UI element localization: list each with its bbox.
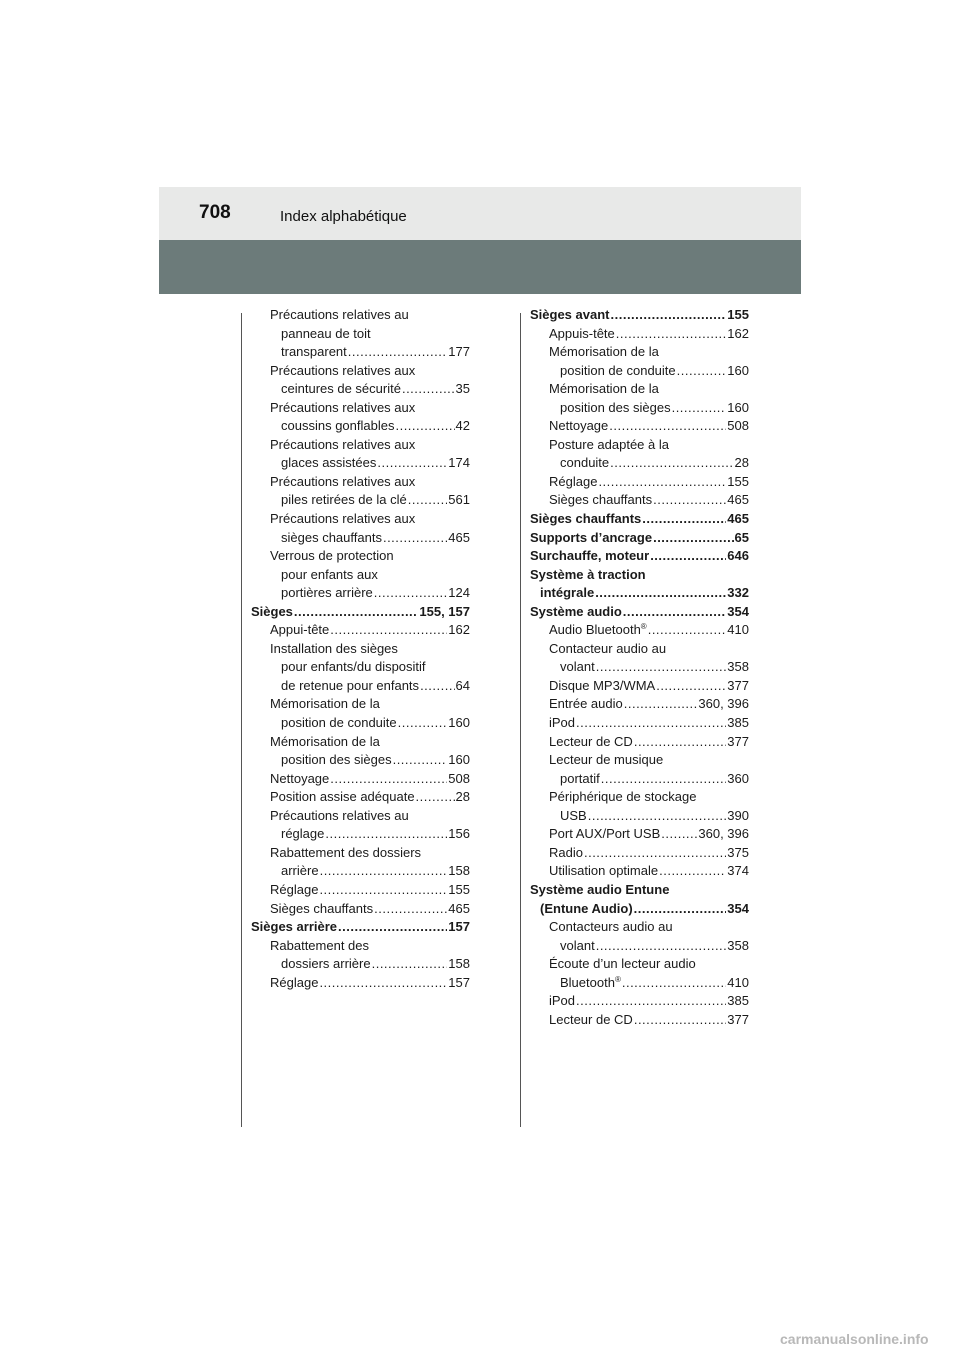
index-entry-text: volant xyxy=(560,659,595,675)
leader-dots xyxy=(634,900,727,919)
index-entry xyxy=(251,918,470,937)
index-entry-text: Nettoyage xyxy=(549,418,609,434)
leader-dots xyxy=(383,529,447,548)
leader-dots xyxy=(584,844,726,863)
leader-dots xyxy=(624,695,698,714)
index-entry-text: Supports d’ancrage xyxy=(530,529,653,545)
leader-dots xyxy=(330,770,447,789)
index-entry-text: Réglage xyxy=(270,974,319,990)
index-entry-page[interactable]: 508 xyxy=(448,770,470,786)
index-entry-page[interactable]: 646 xyxy=(727,548,749,564)
leader-dots xyxy=(650,547,726,566)
index-entry xyxy=(251,695,470,732)
index-entry xyxy=(530,621,749,640)
index-entry-text: Sièges chauffants xyxy=(270,900,374,916)
index-entry-page[interactable]: 377 xyxy=(727,677,749,693)
index-entry-page[interactable]: 158 xyxy=(448,863,470,879)
index-entry xyxy=(251,881,470,900)
index-entry-text: Position assise adéquate xyxy=(270,789,415,805)
leader-dots xyxy=(610,454,733,473)
index-entry xyxy=(530,751,749,788)
index-entry xyxy=(530,881,749,918)
index-entry-page[interactable]: 375 xyxy=(727,844,749,860)
leader-dots xyxy=(402,380,455,399)
index-entry-text: Mémorisation de la xyxy=(549,344,659,360)
index-entry-text: Lecteur de CD xyxy=(549,733,633,749)
index-entry-text: Précautions relatives aux xyxy=(270,436,416,452)
index-entry-text: Réglage xyxy=(270,881,319,897)
section-title: Index alphabétique xyxy=(280,208,407,225)
index-entry xyxy=(530,733,749,752)
leader-dots xyxy=(393,751,448,770)
index-column-right xyxy=(530,306,749,1029)
index-entry-text: Sièges arrière xyxy=(251,919,338,935)
index-entry-text: Sièges avant xyxy=(530,307,610,322)
index-entry-page[interactable]: 508 xyxy=(727,418,749,434)
index-entry-page[interactable]: 155, 157 xyxy=(419,603,470,619)
index-entry xyxy=(530,862,749,881)
leader-dots xyxy=(319,974,447,993)
index-entry-text: pour enfants/du dispositif xyxy=(281,659,426,675)
leader-dots xyxy=(598,473,726,492)
index-entry-page[interactable]: 155 xyxy=(448,881,470,897)
index-entry-page[interactable]: 358 xyxy=(727,659,749,675)
leader-dots xyxy=(408,491,448,510)
index-entry-text: Lecteur de CD xyxy=(549,1011,633,1027)
index-entry-text: transparent xyxy=(281,344,347,360)
index-entry-text: sièges chauffants xyxy=(281,529,382,545)
leader-dots xyxy=(672,399,727,418)
leader-dots xyxy=(374,584,448,603)
leader-dots xyxy=(320,862,448,881)
index-entry-page[interactable]: 155 xyxy=(727,307,749,322)
index-entry-text: Disque MP3/WMA xyxy=(549,677,656,693)
index-entry-page[interactable]: 162 xyxy=(448,622,470,638)
index-entry xyxy=(251,362,470,399)
index-entry-text: réglage xyxy=(281,826,325,842)
index-entry-text: Mémorisation de la xyxy=(549,381,659,397)
index-entry-text: Appui-tête xyxy=(270,622,330,638)
index-entry-page[interactable]: 157 xyxy=(448,974,470,990)
index-entry-text: Mémorisation de la xyxy=(270,733,380,749)
index-entry-text: Sièges xyxy=(251,603,293,619)
index-entry-text: Mémorisation de la xyxy=(270,696,380,712)
leader-dots xyxy=(622,974,726,993)
index-entry-text: USB xyxy=(560,807,587,823)
index-entry-page[interactable]: 360, 396 xyxy=(698,826,749,842)
index-entry xyxy=(251,770,470,789)
index-entry xyxy=(530,677,749,696)
index-entry xyxy=(251,603,470,622)
index-entry xyxy=(251,621,470,640)
index-entry xyxy=(530,788,749,825)
leader-dots xyxy=(653,529,733,548)
index-entry-text: coussins gonflables xyxy=(281,418,395,434)
index-entry xyxy=(530,992,749,1011)
leader-dots xyxy=(576,714,726,733)
leader-dots xyxy=(348,343,448,362)
index-entry-page[interactable]: 465 xyxy=(727,492,749,508)
index-entry xyxy=(530,529,749,548)
watermark: carmanualsonline.info xyxy=(780,1331,929,1347)
index-entry-page[interactable]: 360, 396 xyxy=(698,696,749,712)
index-entry xyxy=(251,306,470,362)
index-entry-page[interactable]: 385 xyxy=(727,715,749,731)
index-entry-text: position de conduite xyxy=(281,715,397,731)
index-entry-page[interactable]: 160 xyxy=(727,362,749,378)
column-rule-right xyxy=(520,313,521,1127)
index-entry xyxy=(251,733,470,770)
index-entry-text: arrière xyxy=(281,863,319,879)
index-entry xyxy=(251,900,470,919)
index-entry-text: portatif xyxy=(560,770,600,786)
index-entry xyxy=(251,547,470,603)
index-entry-page[interactable]: 354 xyxy=(727,603,749,619)
leader-dots xyxy=(634,1011,726,1030)
index-entry-text: Contacteur audio au xyxy=(549,640,667,656)
index-entry-text: glaces assistées xyxy=(281,455,377,471)
index-entry-text: Port AUX/Port USB xyxy=(549,826,661,842)
index-entry xyxy=(530,714,749,733)
leader-dots xyxy=(642,510,726,529)
leader-dots xyxy=(659,862,726,881)
index-entry xyxy=(251,640,470,696)
index-column-left xyxy=(251,306,470,992)
index-entry-text: Appuis-tête xyxy=(549,325,615,341)
index-entry-text: Lecteur de musique xyxy=(549,752,664,768)
index-entry xyxy=(530,436,749,473)
index-entry xyxy=(530,547,749,566)
leader-dots xyxy=(677,362,727,381)
index-entry-text: dossiers arrière xyxy=(281,956,371,972)
leader-dots xyxy=(319,881,447,900)
index-entry-page[interactable]: 561 xyxy=(448,492,470,508)
index-entry-text: Radio xyxy=(549,844,583,860)
index-entry xyxy=(251,399,470,436)
leader-dots xyxy=(609,417,726,436)
index-entry-text: Utilisation optimale xyxy=(549,863,659,879)
index-entry-page[interactable]: 410 xyxy=(727,974,749,990)
index-entry-page[interactable]: 160 xyxy=(448,715,470,731)
leader-dots xyxy=(634,733,726,752)
index-entry xyxy=(530,825,749,844)
index-entry xyxy=(530,343,749,380)
index-entry xyxy=(530,380,749,417)
leader-dots xyxy=(325,825,447,844)
page-number: 708 xyxy=(199,202,231,223)
index-entry-text: Système audio Entune xyxy=(530,881,670,897)
index-entry-text: Verrous de protection xyxy=(270,548,394,564)
index-entry-text: Entrée audio xyxy=(549,696,623,712)
index-entry xyxy=(530,603,749,622)
leader-dots xyxy=(294,603,418,622)
index-entry-text: Précautions relatives aux xyxy=(270,473,416,489)
index-entry-page[interactable]: 377 xyxy=(727,733,749,749)
index-entry-page[interactable]: 162 xyxy=(727,325,749,341)
index-entry xyxy=(530,510,749,529)
index-entry-page[interactable]: 360 xyxy=(727,770,749,786)
index-entry-page[interactable]: 155 xyxy=(727,473,749,489)
index-entry-page[interactable]: 160 xyxy=(448,752,470,768)
index-entry-text: iPod xyxy=(549,715,576,731)
index-entry-text: Posture adaptée à la xyxy=(549,436,669,452)
index-entry-text: Précautions relatives aux xyxy=(270,511,416,527)
index-entry xyxy=(251,844,470,881)
index-entry xyxy=(530,566,749,603)
index-entry-page[interactable]: 158 xyxy=(448,956,470,972)
index-entry-text: Sièges chauffants xyxy=(530,511,642,527)
index-entry xyxy=(251,510,470,547)
leader-dots xyxy=(596,658,727,677)
leader-dots xyxy=(374,900,447,919)
leader-dots xyxy=(596,937,727,956)
index-entry xyxy=(530,491,749,510)
index-entry-text: portières arrière xyxy=(281,585,373,601)
index-entry-text: Système à traction xyxy=(530,566,646,582)
index-entry xyxy=(530,918,749,955)
leader-dots xyxy=(656,677,726,696)
index-entry xyxy=(530,417,749,436)
leader-dots xyxy=(338,918,447,937)
index-entry-text: Système audio xyxy=(530,603,622,619)
leader-dots xyxy=(372,955,448,974)
index-entry-text: pour enfants aux xyxy=(281,566,378,582)
header-dark-band xyxy=(159,240,801,294)
index-entry-text: Installation des sièges xyxy=(270,640,398,656)
index-entry xyxy=(251,788,470,807)
index-entry-text: conduite xyxy=(560,455,610,471)
leader-dots xyxy=(653,491,726,510)
index-entry-text: intégrale xyxy=(540,585,595,601)
index-entry-page[interactable]: 28 xyxy=(455,789,470,805)
index-entry xyxy=(530,844,749,863)
index-entry-page[interactable]: 35 xyxy=(455,381,470,397)
header-band xyxy=(159,187,801,240)
index-entry-text: Nettoyage xyxy=(270,770,330,786)
index-entry-page[interactable]: 157 xyxy=(448,919,470,935)
leader-dots xyxy=(595,584,726,603)
leader-dots xyxy=(623,603,727,622)
index-entry xyxy=(251,937,470,974)
index-entry-page[interactable]: 65 xyxy=(734,529,749,545)
index-entry-page[interactable]: 465 xyxy=(448,900,470,916)
index-entry-text: Écoute d’un lecteur audio xyxy=(549,956,696,972)
leader-dots xyxy=(616,325,727,344)
index-entry xyxy=(530,640,749,677)
index-entry-text: position des sièges xyxy=(281,752,392,768)
leader-dots xyxy=(576,992,726,1011)
index-entry-text: piles retirées de la clé xyxy=(281,492,407,508)
index-entry-page[interactable]: 465 xyxy=(448,529,470,545)
index-entry-page[interactable]: 177 xyxy=(448,344,470,360)
index-entry xyxy=(251,473,470,510)
index-entry xyxy=(530,695,749,714)
index-entry xyxy=(530,473,749,492)
index-entry-text: Rabattement des xyxy=(270,937,370,953)
index-entry-page[interactable]: 410 xyxy=(727,622,749,638)
index-entry-text: Périphérique de stockage xyxy=(549,789,697,805)
leader-dots xyxy=(377,454,447,473)
index-entry-text: Audio Bluetooth® xyxy=(549,622,647,638)
leader-dots xyxy=(588,807,727,826)
index-entry-text: Précautions relatives aux xyxy=(270,399,416,415)
leader-dots xyxy=(395,417,454,436)
index-entry-text: Précautions relatives au xyxy=(270,307,409,322)
leader-dots xyxy=(420,677,454,696)
index-entry-page[interactable]: 124 xyxy=(448,585,470,601)
index-entry-text: position de conduite xyxy=(560,362,676,378)
index-entry-page[interactable]: 358 xyxy=(727,937,749,953)
index-entry-page[interactable]: 156 xyxy=(448,826,470,842)
index-entry-page[interactable]: 42 xyxy=(455,418,470,434)
index-entry-text: Sièges chauffants xyxy=(549,492,653,508)
index-entry-text: Précautions relatives aux xyxy=(270,362,416,378)
index-entry-page[interactable]: 465 xyxy=(727,511,749,527)
index-entry-page[interactable]: 354 xyxy=(727,900,749,916)
index-entry xyxy=(251,974,470,993)
index-entry-page[interactable]: 390 xyxy=(727,807,749,823)
index-entry-page[interactable]: 332 xyxy=(727,585,749,601)
index-entry-page[interactable]: 385 xyxy=(727,993,749,1009)
column-rule-left xyxy=(241,313,242,1127)
index-entry-page[interactable]: 64 xyxy=(455,677,470,693)
index-entry-text: Bluetooth® xyxy=(560,974,621,990)
index-entry-text: Surchauffe, moteur xyxy=(530,548,650,564)
index-entry-page[interactable]: 377 xyxy=(727,1011,749,1027)
index-entry xyxy=(530,325,749,344)
index-entry xyxy=(530,306,749,325)
index-entry-text: Rabattement des dossiers xyxy=(270,844,422,860)
leader-dots xyxy=(611,306,727,325)
index-entry-text: ceintures de sécurité xyxy=(281,381,401,397)
index-entry xyxy=(530,1011,749,1030)
index-entry-page[interactable]: 160 xyxy=(727,399,749,415)
index-entry-text: iPod xyxy=(549,993,576,1009)
index-entry-text: Réglage xyxy=(549,473,598,489)
index-entry-page[interactable]: 374 xyxy=(727,863,749,879)
index-entry-text: position des sièges xyxy=(560,399,671,415)
leader-dots xyxy=(661,825,697,844)
index-entry-text: Précautions relatives au xyxy=(270,807,409,823)
index-entry-text: volant xyxy=(560,937,595,953)
index-entry-page[interactable]: 174 xyxy=(448,455,470,471)
index-entry xyxy=(251,436,470,473)
index-entry xyxy=(530,955,749,992)
index-entry-text: de retenue pour enfants xyxy=(281,677,420,693)
leader-dots xyxy=(601,770,727,789)
leader-dots xyxy=(398,714,448,733)
index-entry-text: (Entune Audio) xyxy=(540,900,633,916)
leader-dots xyxy=(416,788,455,807)
leader-dots xyxy=(330,621,447,640)
index-entry-page[interactable]: 28 xyxy=(734,455,749,471)
leader-dots xyxy=(648,621,727,640)
index-entry-text: Contacteurs audio au xyxy=(549,919,673,935)
index-entry-text: panneau de toit xyxy=(281,325,371,341)
index-entry xyxy=(251,807,470,844)
